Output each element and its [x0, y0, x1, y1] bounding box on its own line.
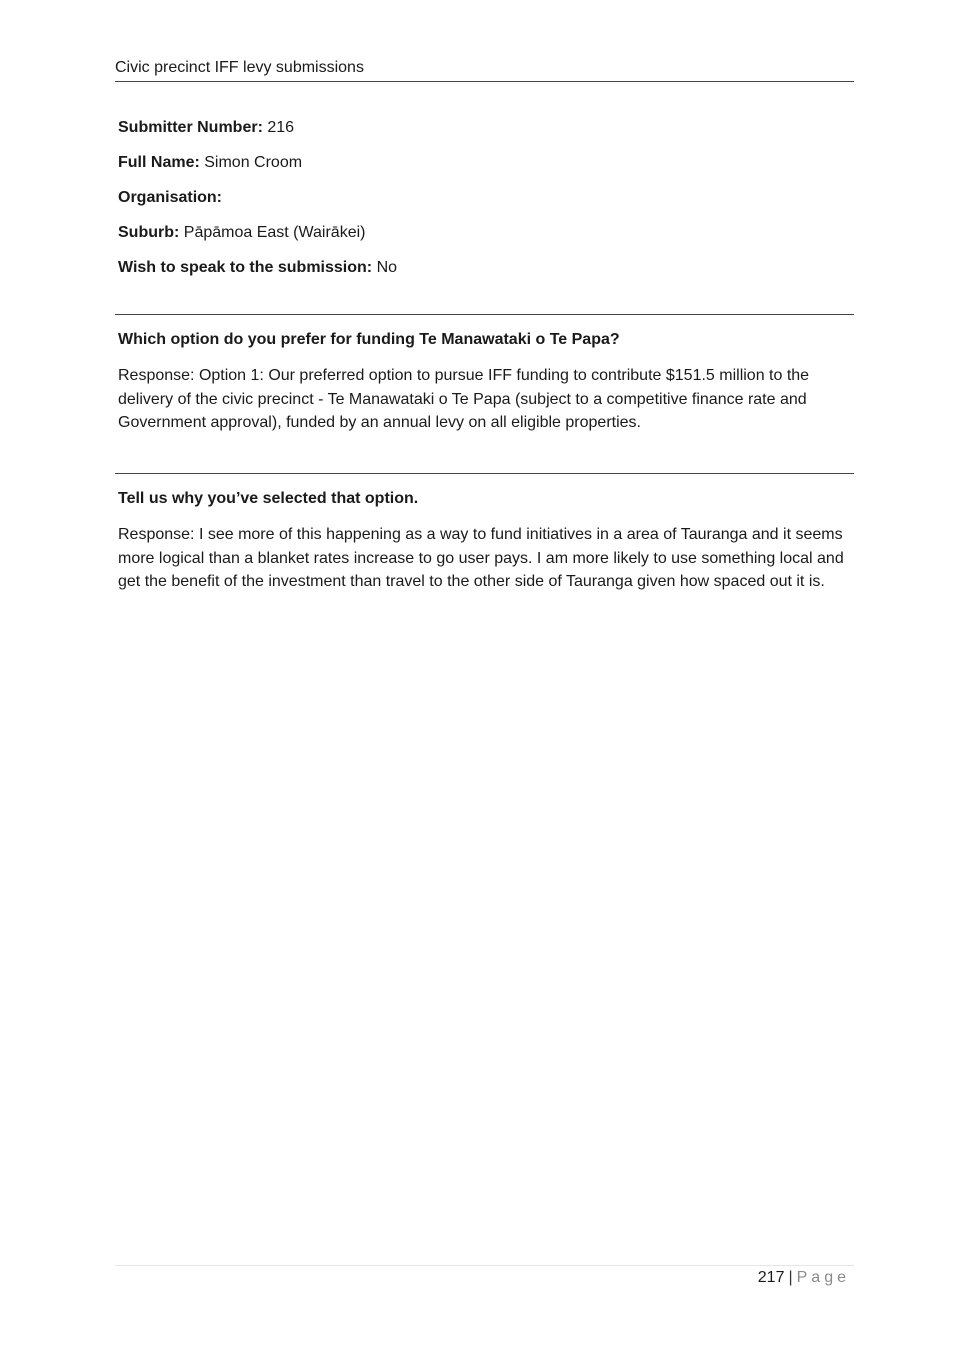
question-heading: Tell us why you’ve selected that option. [118, 490, 419, 507]
document-title: Civic precinct IFF levy submissions [115, 59, 364, 76]
page-number: 217 [757, 1269, 785, 1286]
full-name-value: Simon Croom [204, 154, 303, 171]
question-response: Response: I see more of this happening as a way to fund initiatives in a area of Tauranga and it seems more logical than a blanket rates increase to go user pays. I am more likely to use something local and get the benefit of the investment than travel to the other side of Tauranga given how spaced out it is. [118, 526, 844, 590]
wish-to-speak-value: No [376, 259, 398, 276]
question-heading: Which option do you prefer for funding Te Manawataki o Te Papa? [118, 331, 620, 348]
submitter-number-value: 216 [267, 119, 295, 136]
full-name-field [118, 153, 302, 173]
page-footer [758, 1268, 850, 1288]
suburb-label: Suburb: [118, 224, 180, 241]
organisation-label: Organisation: [118, 189, 223, 206]
submitter-number-field [118, 118, 294, 138]
suburb-field [118, 223, 365, 243]
wish-to-speak-label: Wish to speak to the submission: [118, 259, 373, 276]
footer-divider [115, 1265, 854, 1266]
section-divider [115, 473, 854, 474]
full-name-label: Full Name: [118, 154, 200, 171]
section-divider [115, 314, 854, 315]
question-response: Response: Option 1: Our preferred option to pursue IFF funding to contribute $151.5 million to the delivery of the civic precinct - Te Manawataki o Te Papa (subject to a competitive finance rate and Government approval), funded by an annual levy on all eligible properties. [118, 367, 810, 431]
page-header [115, 58, 854, 82]
wish-to-speak-field [118, 258, 397, 278]
organisation-field [118, 188, 222, 208]
submitter-number-label: Submitter Number: [118, 119, 263, 136]
suburb-value: Pāpāmoa East (Wairākei) [183, 224, 366, 241]
page-separator: | [788, 1269, 793, 1286]
page-word: Page [796, 1269, 850, 1286]
